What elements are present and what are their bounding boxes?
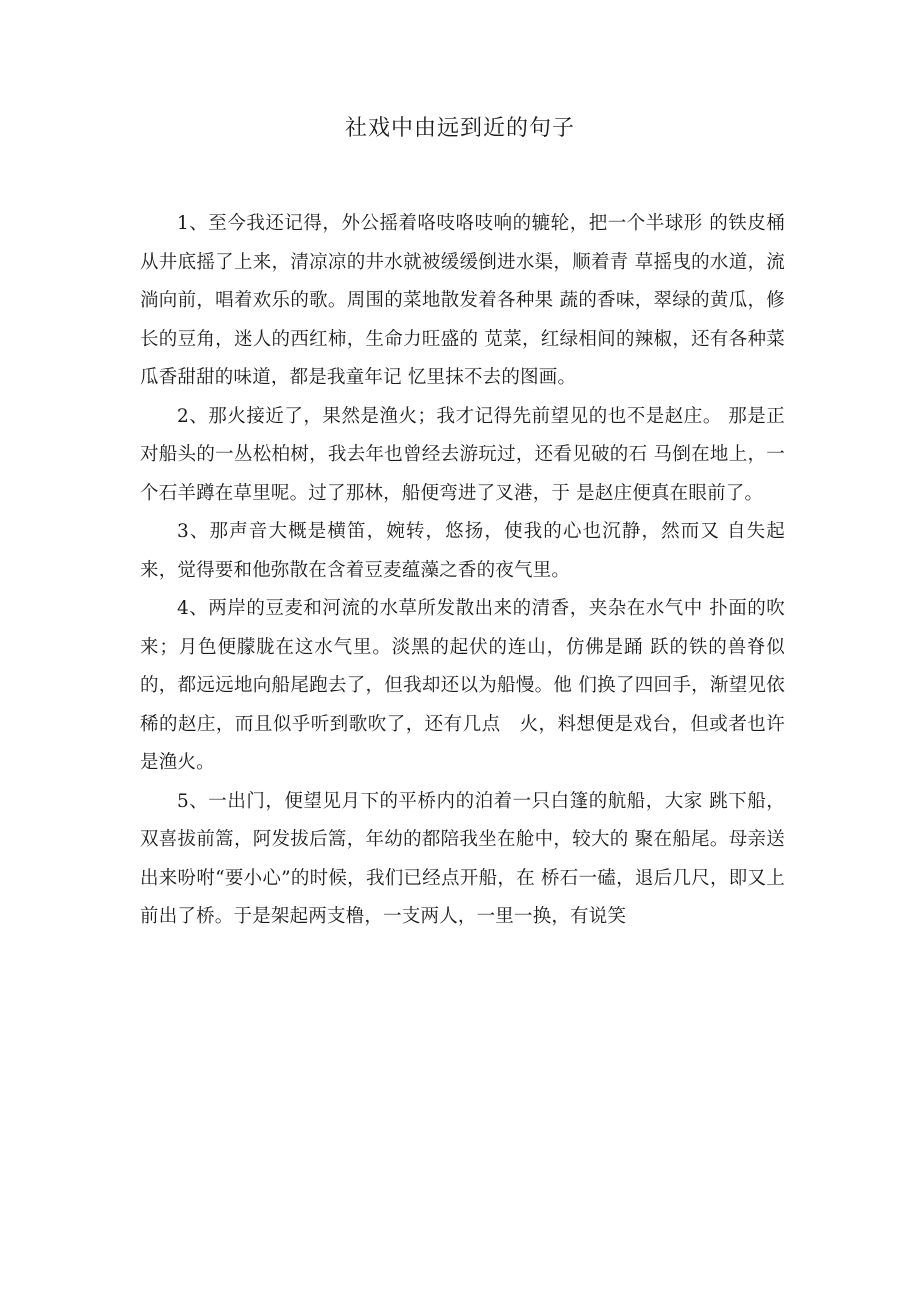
- paragraph-5: 5、一出门，便望见月下的平桥内的泊着一只白篷的航船，大家 跳下船，双喜拔前篙，阿发拔后篙，年幼的都陪我坐在舱中，较大的 聚在船尾。母亲送出来吩咐“要小心”的时候，我们已经点开船，在 桥石一磕，退后几尺，即又上前出了桥。于是架起两支橹，一支两人，一里一换，有说笑: [140, 790, 785, 927]
- paragraph-2: 2、那火接近了，果然是渔火；我才记得先前望见的也不是赵庄。 那是正对船头的一丛松柏树，我去年也曾经去游玩过，还看见破的石 马倒在地上，一个石羊蹲在草里呢。过了那林，船便弯进了叉港，于 是赵庄便真在眼前了。: [140, 405, 785, 504]
- paragraph-4: 4、两岸的豆麦和河流的水草所发散出来的清香，夹杂在水气中 扑面的吹来；月色便朦胧在这水气里。淡黑的起伏的连山，仿佛是踊 跃的铁的兽脊似的，都远远地向船尾跑去了，但我却还以为船慢。他 们换了四回手，渐望见依稀的赵庄，而且似乎听到歌吹了，还有几点 火，料想便是戏台，但或者也许是渔火。: [140, 598, 785, 773]
- paragraph-3: 3、那声音大概是横笛，婉转，悠扬，使我的心也沉静，然而又 自失起来，觉得要和他弥散在含着豆麦蕴藻之香的夜气里。: [140, 521, 785, 581]
- paragraph-1: 1、至今我还记得，外公摇着咯吱咯吱响的辘轮，把一个半球形 的铁皮桶从井底摇了上来，清凉凉的井水就被缓缓倒进水渠，顺着青 草摇曳的水道，流淌向前，唱着欢乐的歌。周围的菜地散发着各种果 蔬的香味，翠绿的黄瓜，修长的豆角，迷人的西红柿，生命力旺盛的 苋菜，红绿相间的辣椒，还有各种菜瓜香甜甜的味道，都是我童年记 忆里抹不去的图画。: [140, 213, 785, 388]
- document-title: 社戏中由远到近的句子: [344, 116, 575, 141]
- document-body: [140, 205, 785, 937]
